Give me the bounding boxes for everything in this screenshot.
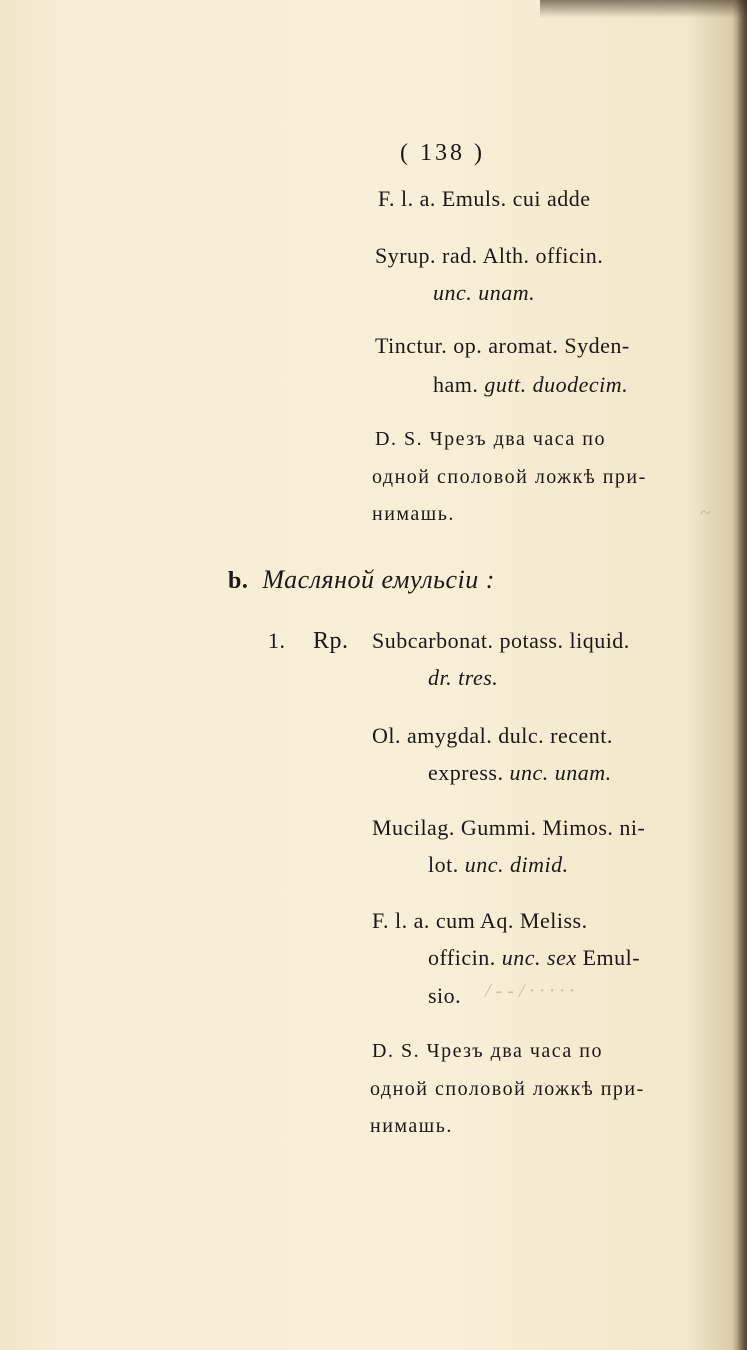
- text-line: Tinctur. op. aromat. Syden-: [375, 333, 630, 358]
- text-fragment: unc. unam.: [509, 760, 612, 785]
- recipe-rp: Rp.: [313, 628, 349, 654]
- section-heading: [228, 565, 495, 595]
- text-fragment: officin.: [428, 945, 496, 970]
- section-title: Масляной емульсіи :: [262, 565, 495, 594]
- section-prefix: b.: [228, 568, 249, 594]
- page-edge-shadow: [737, 0, 747, 1350]
- page-number: ( 138 ): [400, 140, 485, 166]
- text-line: D. S. Чрезъ два часа по: [372, 1040, 603, 1062]
- text-fragment: lot.: [428, 852, 459, 877]
- text-fragment: express.: [428, 760, 504, 785]
- text-line: нимашь.: [372, 503, 455, 525]
- recipe-number: 1.: [268, 628, 286, 653]
- text-line: F. l. a. cum Aq. Meliss.: [372, 908, 588, 933]
- text-fragment: unc. sex: [501, 945, 577, 970]
- text-line: [428, 760, 612, 786]
- text-line: Subcarbonat. potass. liquid.: [372, 628, 630, 653]
- text-line: [428, 945, 640, 971]
- text-line: dr. tres.: [428, 665, 499, 690]
- text-fragment: ham.: [433, 372, 479, 397]
- text-line: Mucilag. Gummi. Mimos. ni-: [372, 815, 646, 840]
- page-top-shadow: [540, 0, 747, 18]
- text-line: [433, 372, 628, 398]
- pencil-mark: ~: [700, 502, 711, 524]
- text-fragment: gutt. duodecim.: [484, 372, 629, 397]
- text-line: sio.: [428, 983, 462, 1008]
- text-line: Ol. amygdal. dulc. recent.: [372, 723, 613, 748]
- text-line: unc. unam.: [433, 280, 536, 305]
- text-fragment: Emul-: [582, 945, 641, 970]
- text-line: одной сполoвой ложкѣ при-: [370, 1078, 645, 1100]
- text-line: одной сполoвой ложкѣ при-: [372, 466, 647, 488]
- text-line: Syrup. rad. Alth. officin.: [375, 243, 604, 268]
- text-line: нимашь.: [370, 1115, 453, 1137]
- text-line: [428, 852, 569, 878]
- text-fragment: unc. dimid.: [464, 852, 569, 877]
- text-line: D. S. Чрезъ два часа по: [375, 428, 606, 450]
- pencil-mark: / - - / · · · · ·: [485, 980, 575, 1002]
- text-line: F. l. a. Emuls. cui adde: [378, 186, 591, 211]
